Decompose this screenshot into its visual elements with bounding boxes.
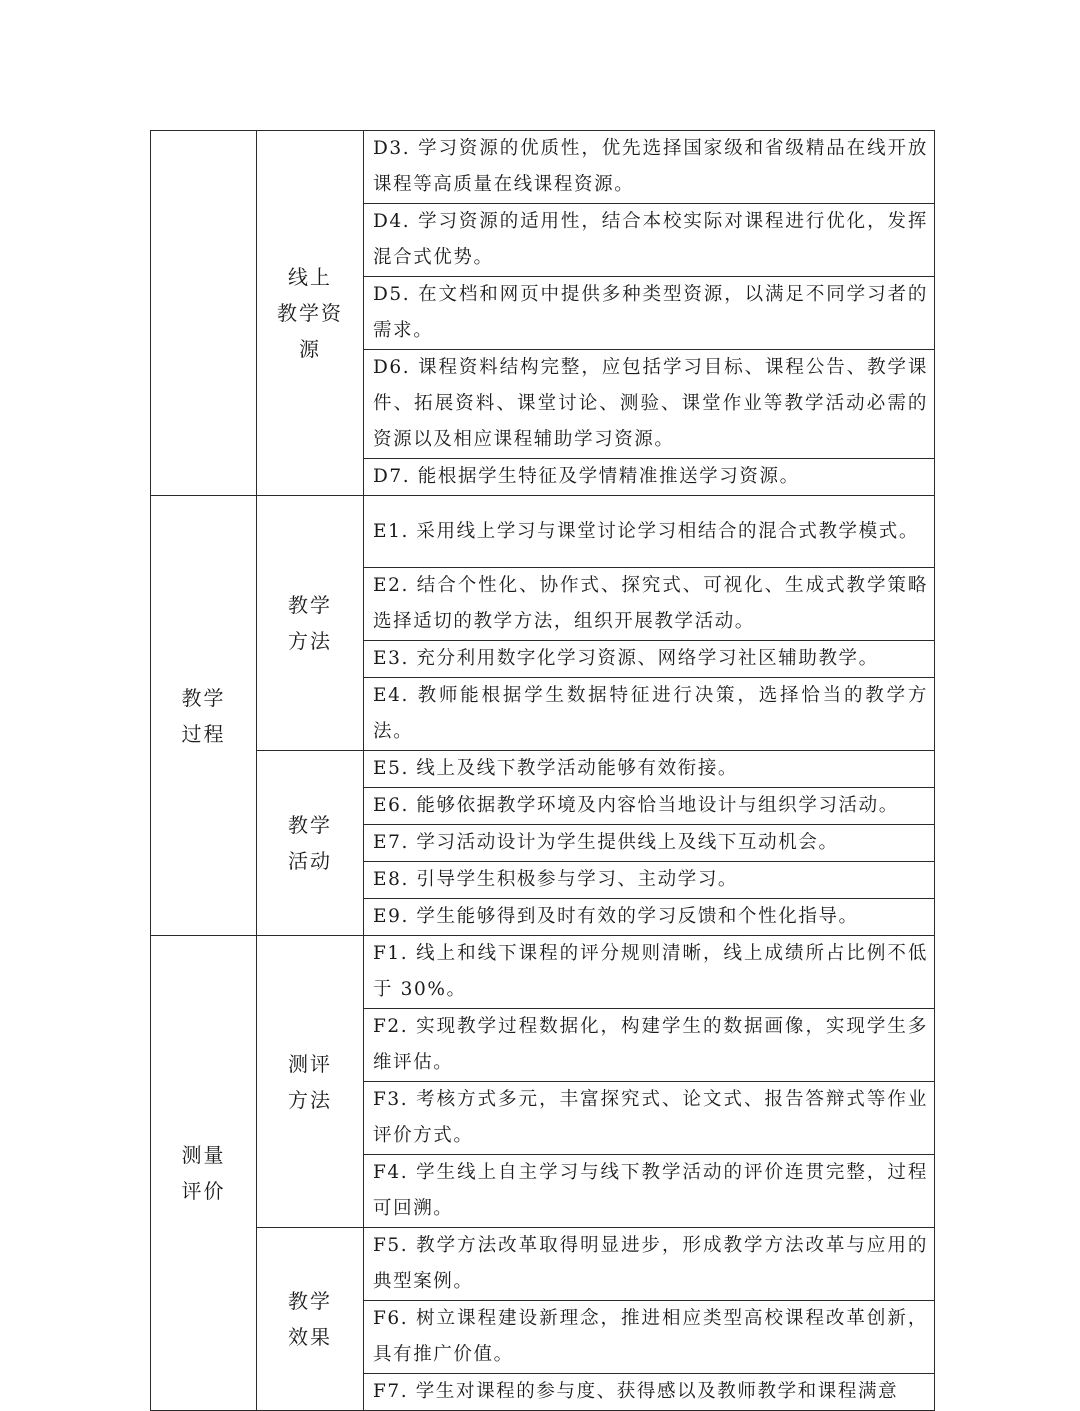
subcategory-cell: [257, 1228, 364, 1411]
category-cell: [151, 496, 257, 936]
subcategory-label: 线上 教学资 源: [277, 265, 343, 361]
criterion-text: E1. 采用线上学习与课堂讨论学习相结合的混合式教学模式。: [373, 520, 919, 542]
criterion-cell: [364, 936, 935, 1009]
subcategory-cell: [257, 496, 364, 751]
criterion-cell: [364, 496, 935, 568]
criterion-text: F7. 学生对课程的参与度、获得感以及教师教学和课程满意: [373, 1381, 899, 1402]
criterion-cell: [364, 1374, 935, 1411]
category-label: 测量 评价: [181, 1143, 226, 1203]
subcategory-label: 教学 活动: [288, 813, 332, 873]
criterion-text: D7. 能根据学生特征及学情精准推送学习资源。: [373, 466, 800, 487]
criterion-cell: [364, 1155, 935, 1228]
criterion-text: E8. 引导学生积极参与学习、主动学习。: [373, 869, 739, 890]
criterion-cell: [364, 678, 935, 751]
criterion-text: F3. 考核方式多元，丰富探究式、论文式、报告答辩式等作业评价方式。: [373, 1089, 928, 1146]
subcategory-label: 测评 方法: [288, 1051, 332, 1112]
criterion-cell: [364, 1082, 935, 1155]
criterion-text: F1. 线上和线下课程的评分规则清晰，线上成绩所占比例不低于 30%。: [373, 943, 928, 1000]
evaluation-criteria-table: [150, 130, 935, 1411]
criterion-text: E9. 学生能够得到及时有效的学习反馈和个性化指导。: [373, 906, 859, 927]
subcategory-label: 教学 效果: [288, 1289, 332, 1349]
criterion-cell: [364, 459, 935, 496]
criterion-text: E5. 线上及线下教学活动能够有效衔接。: [373, 758, 739, 779]
table-row: [151, 496, 935, 568]
criterion-text: E4. 教师能根据学生数据特征进行决策，选择恰当的教学方法。: [373, 685, 928, 742]
criterion-text: D6. 课程资料结构完整，应包括学习目标、课程公告、教学课件、拓展资料、课堂讨论、测验、课堂作业等教学活动必需的资源以及相应课程辅助学习资源。: [373, 357, 928, 450]
criterion-cell: [364, 825, 935, 862]
criterion-text: F2. 实现教学过程数据化，构建学生的数据画像，实现学生多维评估。: [373, 1016, 928, 1073]
criterion-text: E6. 能够依据教学环境及内容恰当地设计与组织学习活动。: [373, 795, 899, 816]
criterion-cell: [364, 350, 935, 459]
subcategory-cell: [257, 751, 364, 936]
criterion-cell: [364, 899, 935, 936]
criterion-cell: [364, 204, 935, 277]
criterion-text: D4. 学习资源的适用性，结合本校实际对课程进行优化，发挥混合式优势。: [373, 211, 928, 268]
criterion-cell: [364, 751, 935, 788]
category-cell-continued: [151, 131, 257, 496]
criterion-cell: [364, 1228, 935, 1301]
criterion-text: D5. 在文档和网页中提供多种类型资源，以满足不同学习者的需求。: [373, 284, 928, 341]
criterion-text: E2. 结合个性化、协作式、探究式、可视化、生成式教学策略选择适切的教学方法，组织开展教学活动。: [373, 575, 928, 632]
table-row: [151, 936, 935, 1009]
criterion-cell: [364, 277, 935, 350]
category-label: 教学 过程: [181, 685, 226, 746]
criterion-cell: [364, 862, 935, 899]
subcategory-label: 教学 方法: [288, 593, 332, 653]
table-row: [151, 131, 935, 204]
subcategory-cell: [257, 131, 364, 496]
criterion-cell: [364, 131, 935, 204]
criterion-text: E7. 学习活动设计为学生提供线上及线下互动机会。: [373, 832, 839, 853]
criterion-text: F6. 树立课程建设新理念，推进相应类型高校课程改革创新，具有推广价值。: [373, 1308, 928, 1365]
table-row: [151, 1228, 935, 1301]
criterion-cell: [364, 641, 935, 678]
criterion-cell: [364, 568, 935, 641]
category-cell: [151, 936, 257, 1411]
criterion-text: F4. 学生线上自主学习与线下教学活动的评价连贯完整，过程可回溯。: [373, 1162, 928, 1219]
criterion-text: E3. 充分利用数字化学习资源、网络学习社区辅助教学。: [373, 648, 879, 669]
table-row: [151, 751, 935, 788]
criterion-text: F5. 教学方法改革取得明显进步，形成教学方法改革与应用的典型案例。: [373, 1235, 928, 1292]
criterion-text: D3. 学习资源的优质性，优先选择国家级和省级精品在线开放课程等高质量在线课程资源。: [373, 138, 928, 195]
subcategory-cell: [257, 936, 364, 1228]
criterion-cell: [364, 788, 935, 825]
criterion-cell: [364, 1301, 935, 1374]
criterion-cell: [364, 1009, 935, 1082]
